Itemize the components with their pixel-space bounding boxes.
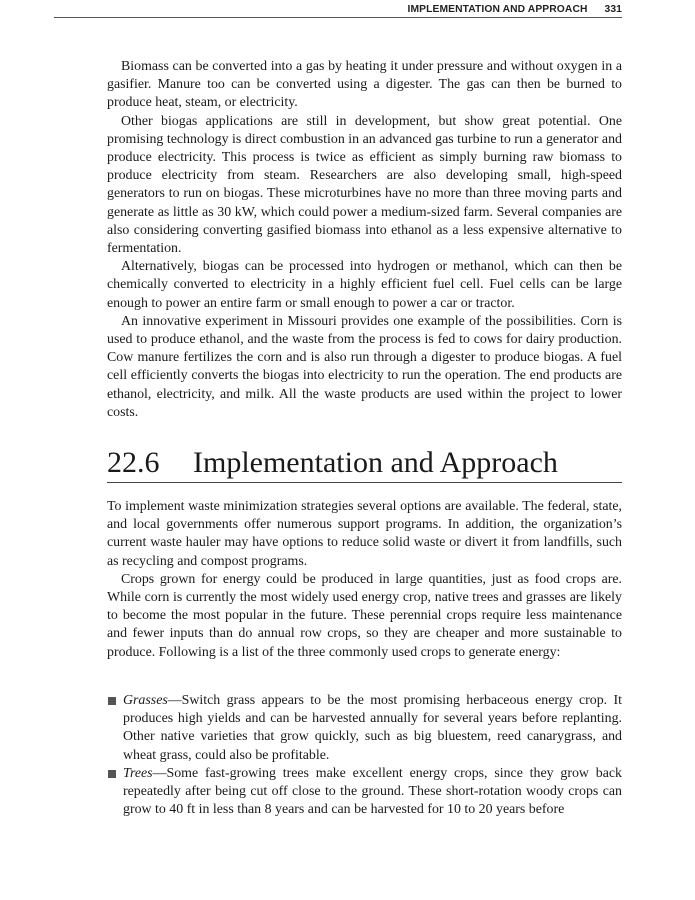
- square-bullet-icon: [108, 770, 116, 778]
- paragraph: Other biogas applications are still in development, but show great potential. One promising technology is direct combustion in an advanced gas turbine to run a generator and produce electricity. This process is twice as efficient as simply burning raw biomass to produce electricity from steam. Researchers are also developing small, high-speed generators to run on biogas. These microturbines have no more than three moving parts and generate as little as 30 kW, which could power a medium-sized farm. Several companies are also considering converting gasified biomass into ethanol as a less expensive alternative to fermentation.: [107, 113, 622, 257]
- crop-term: Trees: [123, 765, 153, 781]
- section-number: 22.6: [107, 446, 160, 479]
- page-number: 331: [604, 4, 622, 15]
- crop-list: [107, 692, 622, 819]
- body-text-section: [107, 498, 622, 662]
- running-head: [54, 3, 622, 18]
- paragraph: An innovative experiment in Missouri provides one example of the possibilities. Corn is used to produce ethanol, and the waste from the process is fed to cows for dairy production. Cow manure fertilizes the corn and is also run through a digester to produce biogas. A fuel cell efficiently converts the biogas into electricity to run the operation. The end products are ethanol, electricity, and milk. All the waste products are used within the project to lower costs.: [107, 313, 622, 420]
- running-head-title: IMPLEMENTATION AND APPROACH: [407, 4, 588, 15]
- body-text-top: [107, 58, 622, 422]
- list-item: [107, 692, 622, 765]
- paragraph: Crops grown for energy could be produced in large quantities, just as food crops are. While corn is currently the most widely used energy crop, native trees and grasses are likely to become the most popular in the future. These perennial crops require less maintenance and fewer inputs than do annual row crops, so they are cheaper and more sustainable to produce. Following is a list of the three commonly used crops to generate energy:: [107, 571, 622, 660]
- paragraph: Biomass can be converted into a gas by heating it under pressure and without oxygen in a gasifier. Manure too can be converted using a digester. The gas can then be burned to produce heat, steam, or electricity.: [107, 59, 622, 111]
- section-heading: [107, 444, 622, 483]
- crop-description: —Some fast-growing trees make excellent energy crops, since they grow back repeatedly after being cut off close to the ground. These short-rotation woody crops can grow to 40 ft in less than 8 years and can be harvested for 10 to 20 years before: [123, 765, 622, 818]
- list-item: [107, 765, 622, 820]
- paragraph: To implement waste minimization strategies several options are available. The federal, state, and local governments offer numerous support programs. In addition, the organization’s current waste hauler may have options to reduce solid waste or divert it from landfills, such as recycling and compost programs.: [107, 499, 622, 569]
- section-title: Implementation and Approach: [193, 446, 558, 479]
- square-bullet-icon: [108, 697, 116, 705]
- crop-description: —Switch grass appears to be the most promising herbaceous energy crop. It produces high yields and can be harvested annually for several years before replanting. Other native varieties that grow quickly, such as big bluestem, reed canarygrass, and wheat grass, could also be profitable.: [123, 693, 622, 763]
- paragraph: Alternatively, biogas can be processed into hydrogen or methanol, which can then be chemically converted to electricity in a highly efficient fuel cell. Fuel cells can be large enough to power an entire farm or small enough to power a car or tractor.: [107, 259, 622, 311]
- crop-term: Grasses: [123, 693, 168, 708]
